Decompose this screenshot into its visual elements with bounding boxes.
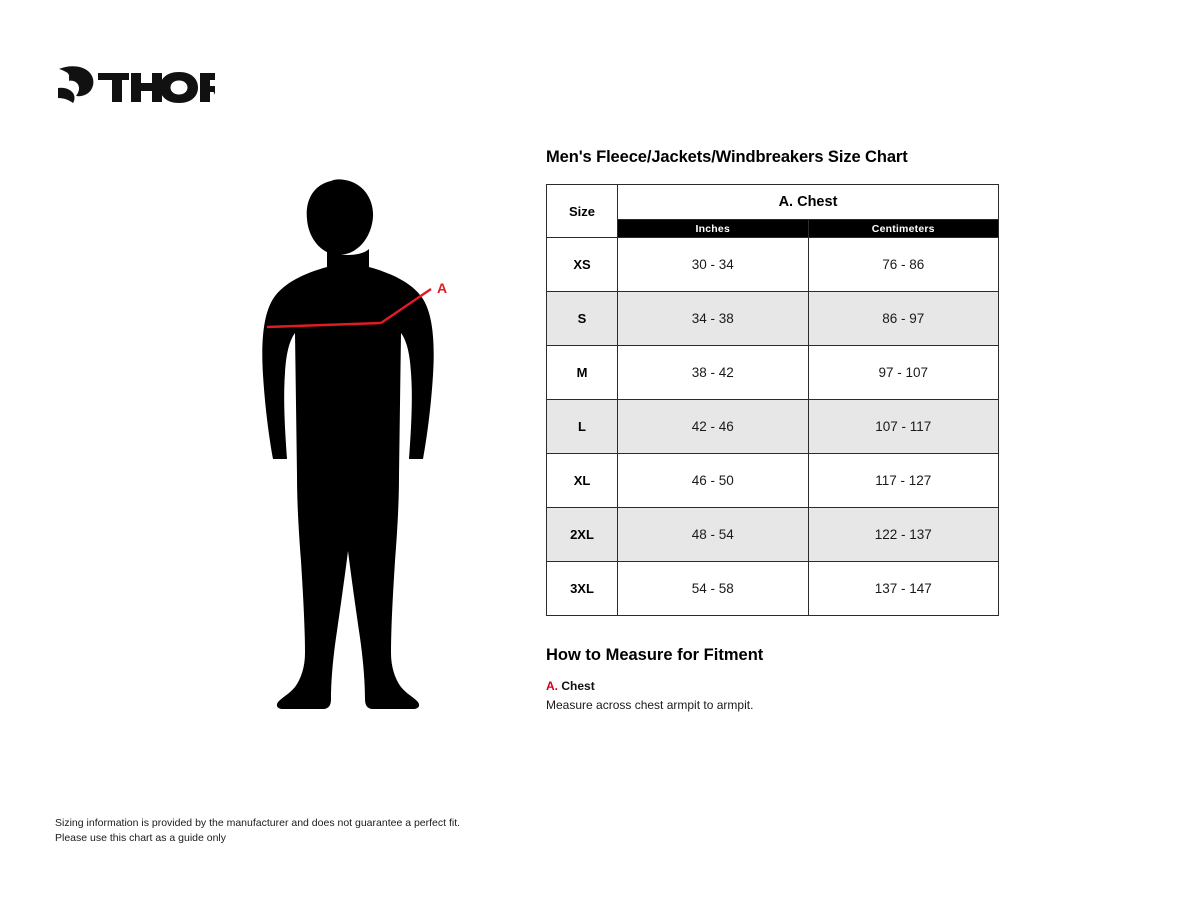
table-row	[547, 238, 999, 292]
chest-callout-letter: A	[437, 280, 448, 296]
cell-cm: 117 - 127	[808, 454, 999, 508]
disclaimer-line-1: Sizing information is provided by the manufacturer and does not guarantee a perfect fit.	[55, 817, 461, 829]
measure-name: Chest	[561, 679, 595, 693]
cell-cm: 137 - 147	[808, 562, 999, 616]
table-row	[547, 562, 999, 616]
chart-column	[546, 148, 1006, 712]
chart-title: Men's Fleece/Jackets/Windbreakers Size Chart	[546, 148, 908, 166]
table-row	[547, 292, 999, 346]
cell-size: S	[547, 292, 618, 346]
measure-letter: A.	[546, 679, 558, 693]
cell-cm: 86 - 97	[808, 292, 999, 346]
header-unit-centimeters: Centimeters	[808, 220, 999, 238]
measure-description: Measure across chest armpit to armpit.	[546, 698, 754, 712]
cell-size: M	[547, 346, 618, 400]
measure-label	[546, 679, 1006, 693]
header-unit-inches: Inches	[618, 220, 809, 238]
cell-cm: 107 - 117	[808, 400, 999, 454]
cell-size: L	[547, 400, 618, 454]
size-chart-table	[546, 184, 999, 616]
table-row	[547, 346, 999, 400]
cell-size: 3XL	[547, 562, 618, 616]
cell-cm: 122 - 137	[808, 508, 999, 562]
thor-brand-logo	[55, 62, 215, 108]
cell-size: 2XL	[547, 508, 618, 562]
cell-cm: 97 - 107	[808, 346, 999, 400]
cell-inches: 54 - 58	[618, 562, 809, 616]
disclaimer-line-2: Please use this chart as a guide only	[55, 832, 227, 845]
measure-item-chest	[546, 679, 1006, 712]
table-row	[547, 454, 999, 508]
cell-inches: 38 - 42	[618, 346, 809, 400]
cell-size: XS	[547, 238, 618, 292]
cell-cm: 76 - 86	[808, 238, 999, 292]
silhouette-shape	[262, 179, 433, 709]
disclaimer	[55, 816, 460, 846]
table-row	[547, 508, 999, 562]
cell-size: XL	[547, 454, 618, 508]
cell-inches: 34 - 38	[618, 292, 809, 346]
how-to-measure-title: How to Measure for Fitment	[546, 646, 764, 664]
header-size: Size	[547, 185, 618, 238]
table-row	[547, 400, 999, 454]
table-header-row-group	[547, 185, 999, 220]
cell-inches: 48 - 54	[618, 508, 809, 562]
cell-inches: 42 - 46	[618, 400, 809, 454]
cell-inches: 30 - 34	[618, 238, 809, 292]
cell-inches: 46 - 50	[618, 454, 809, 508]
header-group-chest: A. Chest	[618, 185, 999, 220]
body-silhouette-figure	[235, 175, 475, 715]
